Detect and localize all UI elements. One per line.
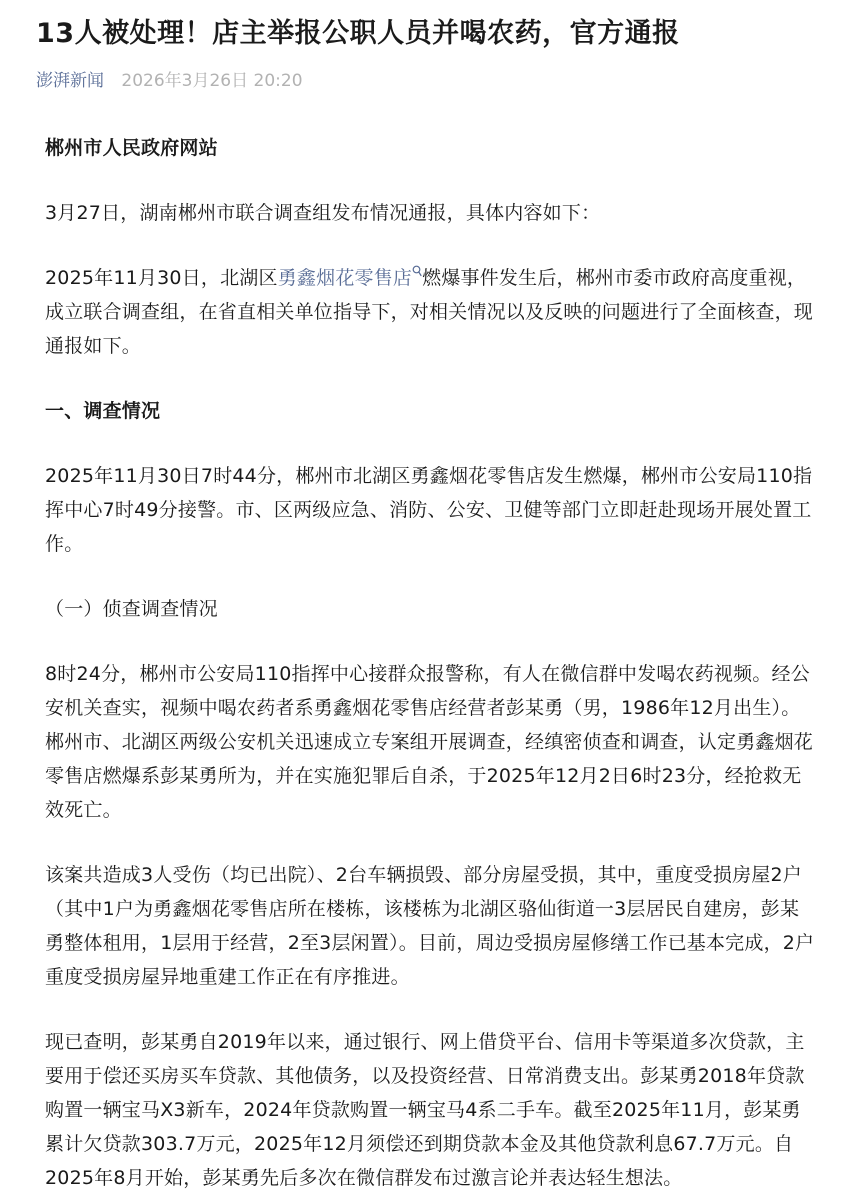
article-title: 13人被处理！店主举报公职人员并喝农药，官方通报 [36,18,680,49]
publish-time: 2026年3月26日 20:20 [121,71,303,91]
source-account-link[interactable]: 澎湃新闻 [36,71,104,91]
origin-source: 郴州市人民政府网站 [45,137,218,159]
paragraph-damage: 该案共造成3人受伤（均已出院）、2台车辆损毁、部分房屋受损，其中，重度受损房屋2户（其中1户为勇鑫烟花零售店所在楼栋，该楼栋为北湖区骆仙街道一3层居民自建房，彭某勇整体租用，1层用于经营，2至3层闲置）。目前，周边受损房屋修缮工作已基本完成，2户重度受损房屋异地重建工作正在有序推进。 [45,864,815,988]
section-heading: 一、调查情况 [45,400,161,422]
intro-paragraph: 3月27日，湖南郴州市联合调查组发布情况通报，具体内容如下： [45,202,601,224]
shop-search-link[interactable]: 勇鑫烟花零售店 [277,267,413,289]
subsection-heading: （一）侦查调查情况 [45,598,218,620]
paragraph-findings: 现已查明，彭某勇自2019年以来，通过银行、网上借贷平台、信用卡等渠道多次贷款，主要用于偿还买房买车贷款、其他债务，以及投资经营、日常消费支出。彭某勇2018年贷款购置一辆宝马X3新车，2024年贷款购置一辆宝马4系二手车。截至2025年11月，彭某勇累计欠贷款303.7万元，2025年12月须偿还到期贷款本金及其他贷款利息67.7万元。自2025年8月开始，彭某勇先后多次在微信群发布过激言论并表达轻生想法。 [45,1031,805,1189]
paragraph-background-prefix: 2025年11月30日，北湖区 [45,267,278,289]
paragraph-background [45,261,815,363]
paragraph-incident: 2025年11月30日7时44分，郴州市北湖区勇鑫烟花零售店发生燃爆，郴州市公安局110指挥中心7时49分接警。市、区两级应急、消防、公安、卫健等部门立即赶赴现场开展处置工作。 [45,465,813,555]
article-body [45,131,815,1195]
paragraph-background-suffix: 燃爆事件发生后，郴州市委市政府高度重视，成立联合调查组，在省直相关单位指导下，对相关情况以及反映的问题进行了全面核查，现通报如下。 [45,267,814,357]
search-icon[interactable] [412,265,422,277]
paragraph-investigation: 8时24分，郴州市公安局110指挥中心接群众报警称，有人在微信群中发喝农药视频。经公安机关查实，视频中喝农药者系勇鑫烟花零售店经营者彭某勇（男，1986年12月出生）。郴州市、北湖区两级公安机关迅速成立专案组开展调查，经缜密侦查和调查，认定勇鑫烟花零售店燃爆系彭某勇所为，并在实施犯罪后自杀，于2025年12月2日6时23分，经抢救无效死亡。 [45,663,814,821]
article-meta [36,68,303,94]
